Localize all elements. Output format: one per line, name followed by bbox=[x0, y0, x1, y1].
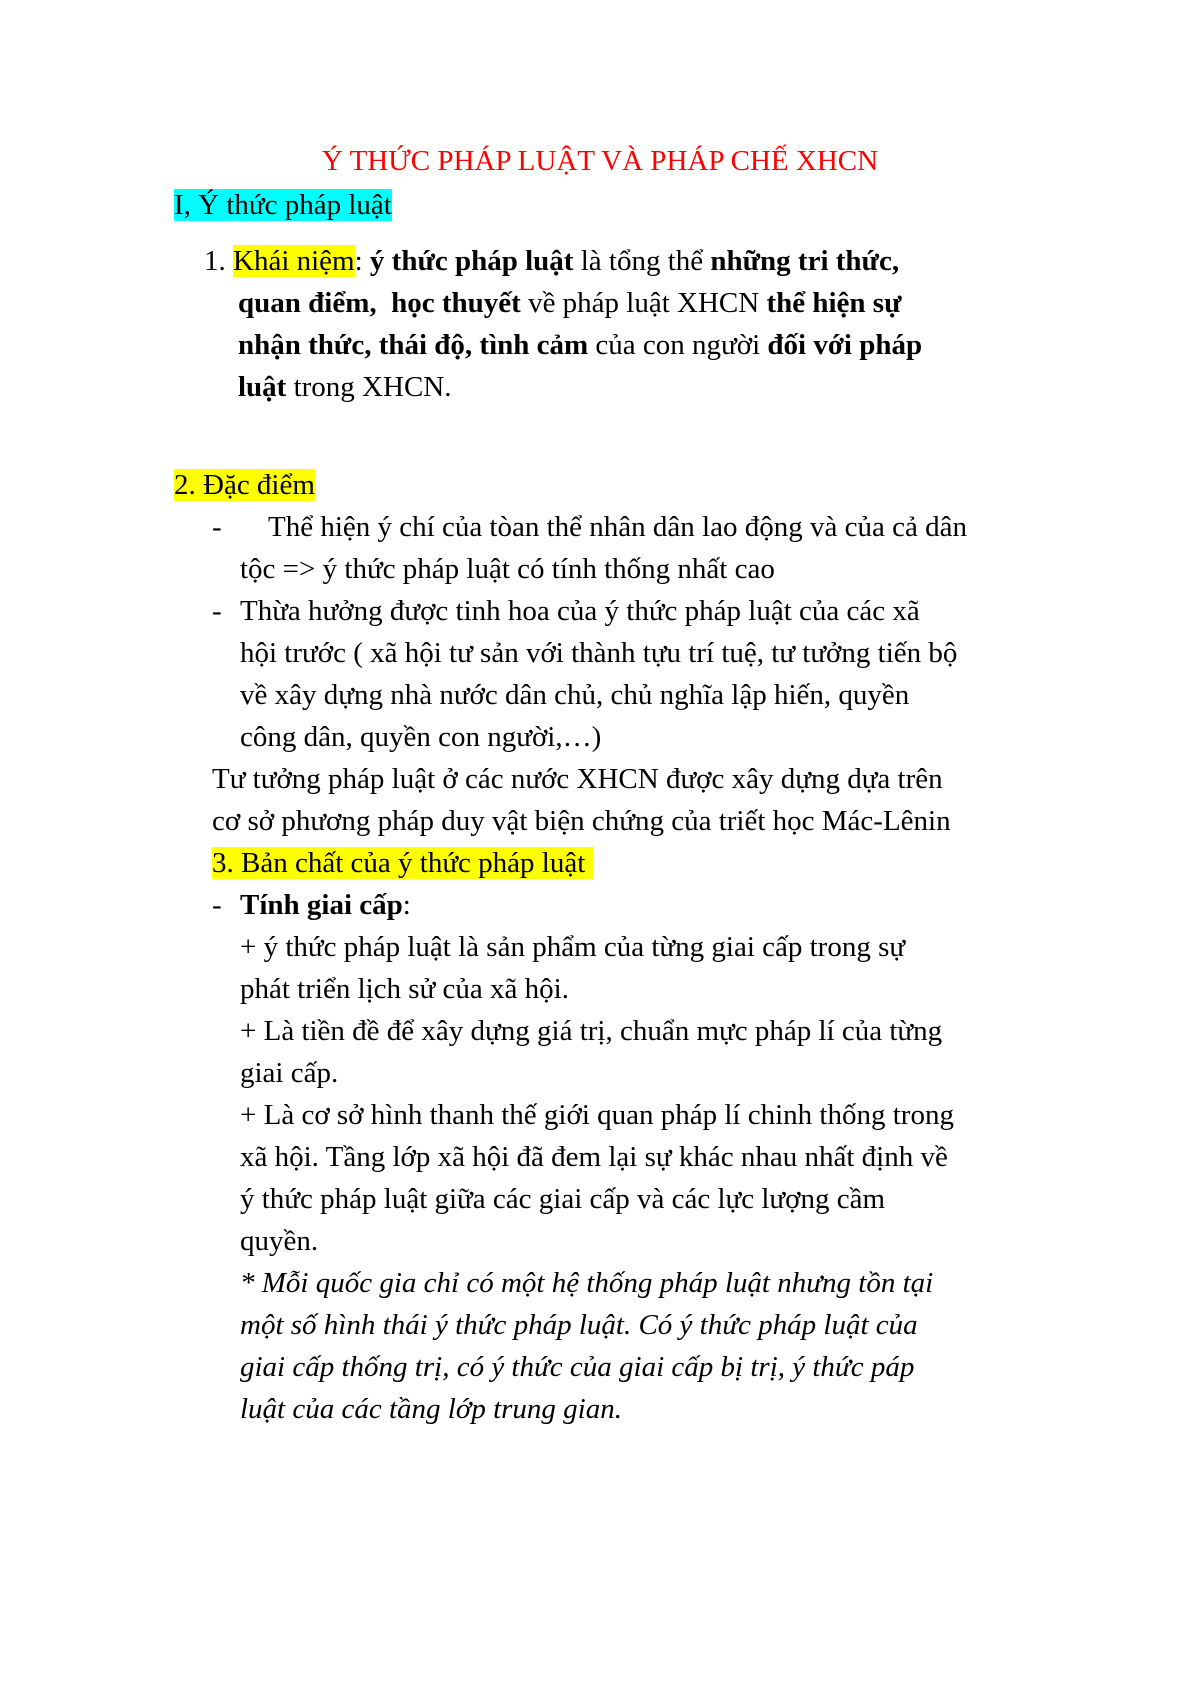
bullet-1-line: tộc => ý thức pháp luật có tính thống nhất cao bbox=[240, 553, 775, 585]
point-line: phát triển lịch sử của xã hội. bbox=[240, 973, 569, 1005]
italic-run: giai cấp thống trị, có ý thức của giai cấp bị trị, ý thức páp bbox=[240, 1351, 915, 1383]
section-heading-text: I, Ý thức pháp luật bbox=[174, 189, 392, 221]
bold-run: luật bbox=[238, 371, 287, 403]
text-run: : bbox=[354, 245, 370, 277]
bullet-marker: - bbox=[212, 595, 222, 627]
paragraph-line: Tư tưởng pháp luật ở các nước XHCN được xây dựng dựa trên bbox=[212, 763, 943, 795]
item-1-line-2 bbox=[238, 282, 902, 324]
bullet-2-line: hội trước ( xã hội tư sản với thành tựu trí tuệ, tư tưởng tiến bộ bbox=[240, 637, 958, 669]
document-title: Ý THỨC PHÁP LUẬT VÀ PHÁP CHẾ XHCN bbox=[321, 145, 879, 177]
point-line: ý thức pháp luật giữa các giai cấp và các lực lượng cầm bbox=[240, 1183, 886, 1215]
bullet-2-line: công dân, quyền con người,…) bbox=[240, 721, 602, 753]
bold-run: học thuyết bbox=[391, 287, 521, 319]
point-line: + Là cơ sở hình thanh thế giới quan pháp lí chinh thống trong bbox=[240, 1099, 954, 1131]
text-run: : bbox=[402, 889, 411, 921]
point-line: giai cấp. bbox=[240, 1057, 339, 1089]
italic-run: luật của các tầng lớp trung gian. bbox=[240, 1393, 622, 1425]
italic-run: một số hình thái ý thức pháp luật. Có ý thức pháp luật của bbox=[240, 1309, 918, 1341]
note-line bbox=[240, 1262, 933, 1304]
item-1-line-3 bbox=[238, 324, 922, 366]
item-2-heading-text: 2. Đặc điểm bbox=[174, 469, 315, 501]
sub-heading bbox=[240, 884, 411, 926]
item-1-lead: Khái niệm bbox=[233, 245, 355, 277]
item-2-heading bbox=[174, 464, 315, 506]
note-line bbox=[240, 1304, 918, 1346]
section-heading bbox=[174, 184, 392, 226]
item-1-number: 1. bbox=[204, 245, 233, 277]
item-3-heading bbox=[212, 842, 593, 884]
text-run: trong XHCN. bbox=[286, 371, 452, 403]
bullet-1-line: Thể hiện ý chí của tòan thể nhân dân lao động và của cả dân bbox=[268, 511, 967, 543]
text-run bbox=[377, 287, 392, 319]
item-3-heading-text: 3. Bản chất của ý thức pháp luật bbox=[212, 847, 593, 879]
note-line bbox=[240, 1346, 914, 1388]
text-run: về pháp luật XHCN bbox=[520, 287, 767, 319]
item-1-line-4 bbox=[238, 366, 451, 408]
text-run: của con người bbox=[588, 329, 768, 361]
bold-run: thể hiện sự bbox=[766, 287, 902, 319]
italic-run: * Mỗi quốc gia chỉ có một hệ thống pháp luật nhưng tồn tại bbox=[240, 1267, 934, 1299]
text-run: là tổng thể bbox=[573, 245, 711, 277]
bold-run: đối với pháp bbox=[767, 329, 923, 361]
bold-run: ý thức pháp luật bbox=[369, 245, 574, 277]
bullet-2-line: về xây dựng nhà nước dân chủ, chủ nghĩa lập hiến, quyền bbox=[240, 679, 910, 711]
point-line: quyền. bbox=[240, 1225, 319, 1257]
point-line: + ý thức pháp luật là sản phẩm của từng giai cấp trong sự bbox=[240, 931, 906, 963]
bold-run: quan điểm, bbox=[238, 287, 377, 319]
bullet-marker: - bbox=[212, 511, 222, 543]
paragraph-line: cơ sở phương pháp duy vật biện chứng của triết học Mác-Lênin bbox=[212, 805, 951, 837]
note-line bbox=[240, 1388, 622, 1430]
point-line: + Là tiền đề để xây dựng giá trị, chuẩn mực pháp lí của từng bbox=[240, 1015, 943, 1047]
bold-run: những tri thức, bbox=[710, 245, 900, 277]
bullet-2-line: Thừa hưởng được tinh hoa của ý thức pháp luật của các xã bbox=[240, 595, 920, 627]
bullet-marker: - bbox=[212, 889, 222, 921]
item-1-line-1 bbox=[204, 240, 899, 282]
sub-heading-text: Tính giai cấp bbox=[240, 889, 403, 921]
point-line: xã hội. Tầng lớp xã hội đã đem lại sự khác nhau nhất định về bbox=[240, 1141, 948, 1173]
bold-run: nhận thức, thái độ, tình cảm bbox=[238, 329, 589, 361]
